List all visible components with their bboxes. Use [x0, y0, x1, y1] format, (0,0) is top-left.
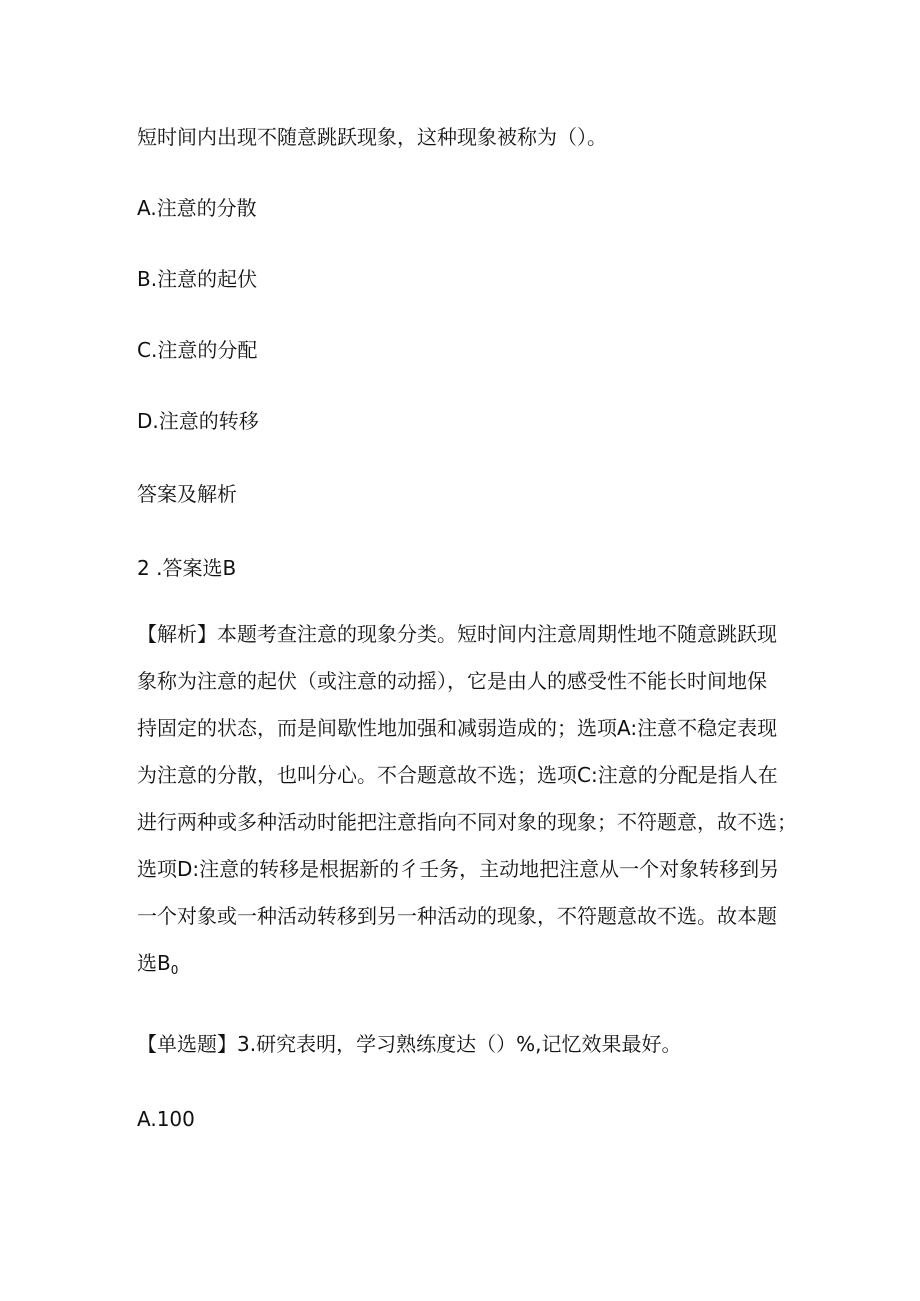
- option-a: A.注意的分散: [137, 196, 257, 220]
- explanation-line: 【解析】本题考查注意的现象分类。短时间内注意周期性地不随意跳跃现: [137, 622, 777, 646]
- explanation-line: 为注意的分散，也叫分心。不合题意故不选；选项C:注意的分配是指人在: [137, 763, 778, 787]
- explanation-line: 选项D:注意的转移是根据新的彳壬务，主动地把注意从一个对象转移到另: [137, 857, 780, 881]
- explanation-subscript: 0: [170, 963, 179, 977]
- explanation-last-text: 选B: [137, 951, 171, 975]
- explanation-paragraph: [137, 622, 797, 998]
- explanation-line: 象称为注意的起伏（或注意的动摇），它是由人的感受性不能长时间地保: [137, 669, 767, 693]
- next-question-stem: 【单选题】3.研究表明，学习熟练度达（）%,记忆效果最好。: [137, 1032, 682, 1056]
- explanation-line: 持固定的状态，而是间歇性地加强和减弱造成的；选项A:注意不稳定表现: [137, 716, 778, 740]
- explanation-line: 进行两种或多种活动时能把注意指向不同对象的现象；不符题意，故不选；: [137, 810, 797, 834]
- explanation-last-line: [137, 951, 789, 998]
- explanation-line: 一个对象或一种活动转移到另一种活动的现象，不符题意故不选。故本题: [137, 904, 777, 928]
- option-c: C.注意的分配: [137, 338, 258, 362]
- answer-line: 2 .答案选B: [137, 556, 237, 580]
- answer-heading: 答案及解析: [137, 482, 237, 506]
- next-option-a: A.100: [137, 1107, 195, 1131]
- option-d: D.注意的转移: [137, 409, 259, 433]
- option-b: B.注意的起伏: [137, 267, 258, 291]
- question-stem: 短时间内出现不随意跳跃现象，这种现象被称为（）。: [137, 125, 607, 149]
